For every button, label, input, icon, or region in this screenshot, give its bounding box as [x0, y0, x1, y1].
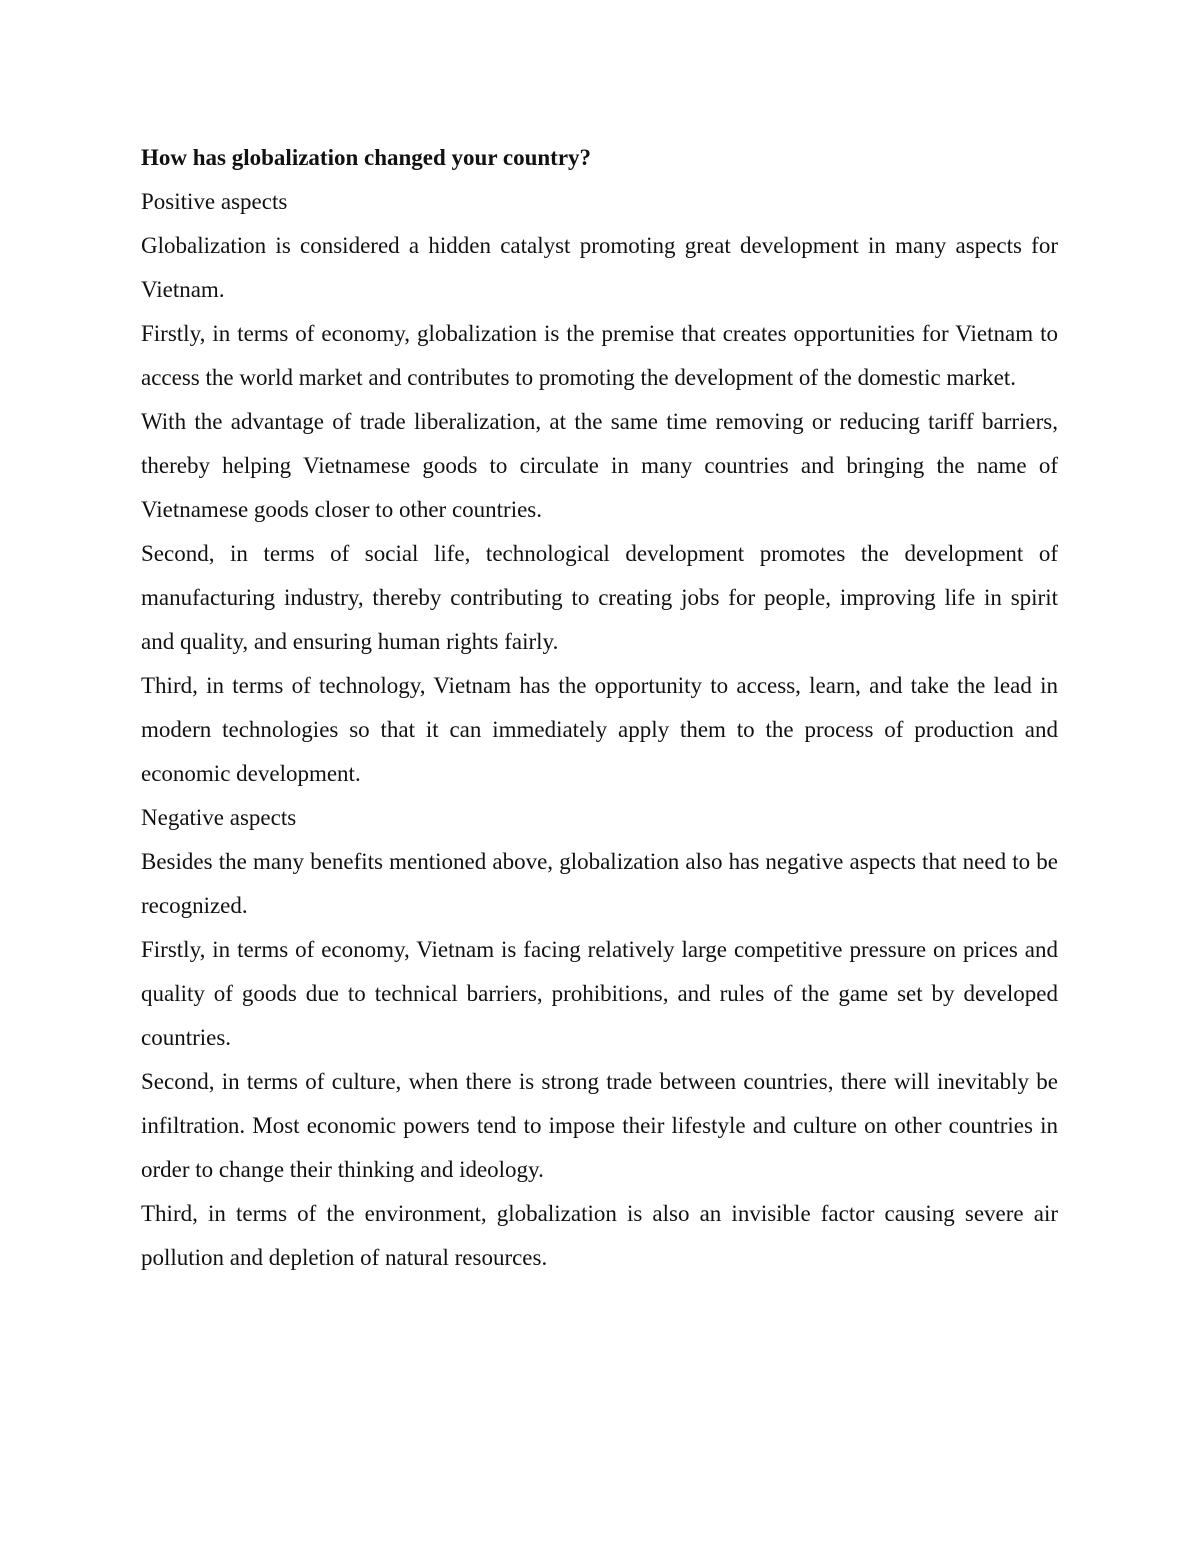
document-body	[141, 136, 1058, 1280]
positive-paragraph-social-life: Second, in terms of social life, technological development promotes the development of manufacturing industry, thereby contributing to creating jobs for people, improving life in spirit and quality, and ensuring human rights fairly.	[141, 541, 1058, 654]
negative-paragraph-intro: Besides the many benefits mentioned above, globalization also has negative aspects that need to be recognized.	[141, 849, 1058, 918]
positive-paragraph-trade: With the advantage of trade liberalization, at the same time removing or reducing tariff barriers, thereby helping Vietnamese goods to circulate in many countries and bringing the name of Vietnamese goods closer to other countries.	[141, 409, 1058, 522]
positive-aspects-heading: Positive aspects	[141, 189, 288, 214]
negative-paragraph-culture: Second, in terms of culture, when there is strong trade between countries, there will inevitably be infiltration. Most economic powers tend to impose their lifestyle and culture on other countries in order to change their thinking and ideology.	[141, 1069, 1058, 1182]
positive-paragraph-intro: Globalization is considered a hidden catalyst promoting great development in many aspects for Vietnam.	[141, 233, 1058, 302]
negative-paragraph-economy: Firstly, in terms of economy, Vietnam is facing relatively large competitive pressure on prices and quality of goods due to technical barriers, prohibitions, and rules of the game set by developed countries.	[141, 937, 1058, 1050]
positive-paragraph-economy: Firstly, in terms of economy, globalization is the premise that creates opportunities for Vietnam to access the world market and contributes to promoting the development of the domestic market.	[141, 321, 1058, 390]
positive-paragraph-technology: Third, in terms of technology, Vietnam has the opportunity to access, learn, and take the lead in modern technologies so that it can immediately apply them to the process of production and economic development.	[141, 673, 1058, 786]
negative-aspects-heading: Negative aspects	[141, 805, 297, 830]
document-title: How has globalization changed your country?	[141, 145, 592, 170]
negative-paragraph-environment: Third, in terms of the environment, globalization is also an invisible factor causing severe air pollution and depletion of natural resources.	[141, 1201, 1058, 1270]
